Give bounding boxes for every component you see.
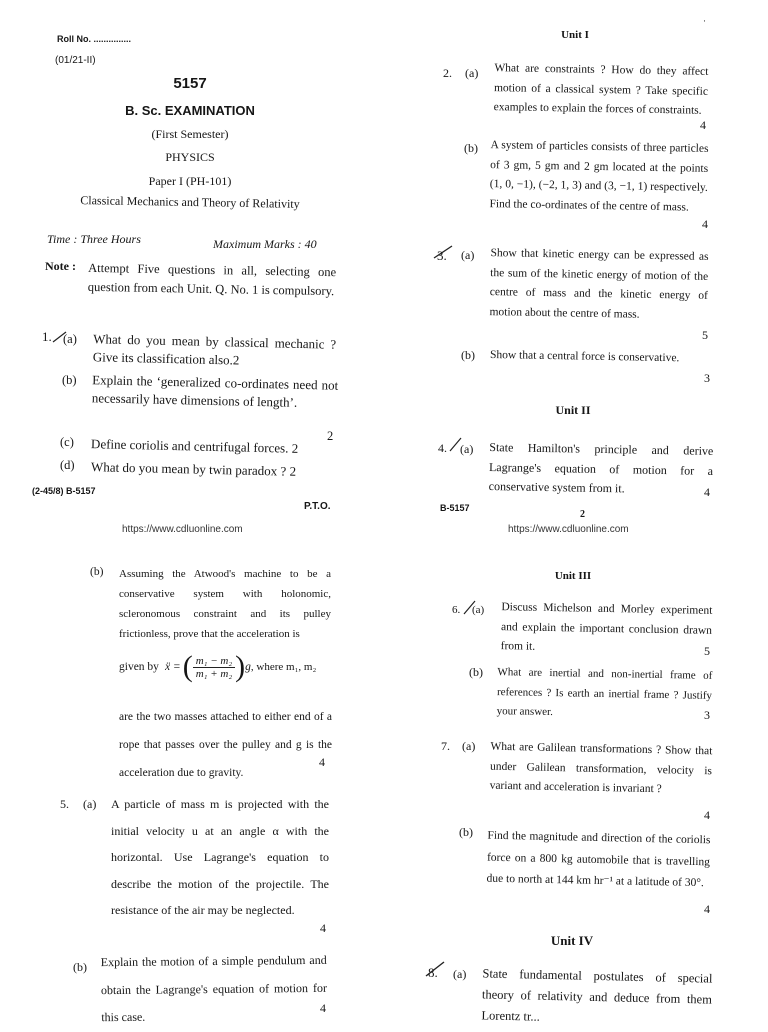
q3b-label: (b) <box>461 348 475 362</box>
q7a-marks: 4 <box>704 808 710 822</box>
q4b-marks: 4 <box>319 755 325 769</box>
formula-g: g <box>245 661 251 673</box>
q1b-label: (b) <box>62 373 77 387</box>
q3a-marks: 5 <box>702 328 708 342</box>
q4-number: 4. <box>438 441 447 455</box>
q7a-label: (a) <box>462 739 476 753</box>
note-label: Note : <box>45 259 76 273</box>
paren-close: ) <box>235 650 246 683</box>
q1a-marks: 2 <box>232 352 240 368</box>
q1c-label: (c) <box>60 435 74 449</box>
atwood-formula <box>119 652 316 682</box>
q4b-text-2: are the two masses attached to either end of a rope that passes over the pulley and g is the acceleration due to gravity. <box>119 711 332 779</box>
q6a-text: Discuss Michelson and Morley experiment and explain the important conclusion drawn from it. <box>500 601 713 653</box>
q2b-label: (b) <box>464 141 478 155</box>
pen-strike-icon <box>424 960 446 983</box>
q5b-text: Explain the motion of a simple pendulum and obtain the Lagrange's equation of motion for this case. <box>100 952 328 1025</box>
formula-lhs: ẍ = <box>164 661 181 673</box>
q1b-marks: 2 <box>327 429 334 443</box>
exam-title: B. Sc. EXAMINATION <box>125 103 255 118</box>
q3-number: 3. <box>437 248 447 263</box>
q1b-text: Explain the ‘generalized co-ordinates need not necessarily have dimensions of length’. <box>91 372 339 410</box>
unit1-title: Unit I <box>561 29 589 41</box>
q1a-label: (a) <box>63 332 77 346</box>
page2-code: B-5157 <box>440 503 470 513</box>
subject: PHYSICS <box>165 150 215 164</box>
q1a-text <box>93 330 337 372</box>
q6-number: 6. <box>452 604 461 616</box>
q3a-label: (a) <box>461 248 475 262</box>
q4a-marks: 4 <box>704 485 710 499</box>
paper-number: Paper I (PH-101) <box>148 174 232 188</box>
roll-no-label: Roll No. ............... <box>57 34 132 44</box>
page1-pto: P.T.O. <box>304 501 331 512</box>
q7b-marks: 4 <box>704 902 710 916</box>
q6b-label: (b) <box>469 665 483 679</box>
q4b-label: (b) <box>90 566 104 578</box>
q6b-text: What are inertial and non-inertial frame of references ? Is earth an inertial frame ? Justify your answer. <box>496 666 713 719</box>
time-label: Time : Three Hours <box>47 232 141 246</box>
q1-number: 1. <box>42 329 52 344</box>
fraction-denominator: m₁ + m₂ <box>195 667 233 680</box>
pen-strike-icon <box>432 244 454 265</box>
q1c-text <box>91 434 343 459</box>
course-title: Classical Mechanics and Theory of Relativity <box>80 193 300 211</box>
q4a-text: State Hamilton's principle and derive Lagrange's equation of motion for a conservative system from it. <box>488 440 714 496</box>
q1c-marks: 2 <box>291 440 299 456</box>
q3b-marks: 3 <box>704 371 710 385</box>
q1d-label: (d) <box>60 458 75 472</box>
q6a-label: (a) <box>472 604 485 616</box>
corner-dot: · <box>703 16 706 26</box>
paren-open: ( <box>182 650 193 683</box>
q2a-marks: 4 <box>700 118 706 132</box>
q1d-marks: 2 <box>289 463 297 479</box>
fraction-numerator: m₁ − m₂ <box>193 655 235 668</box>
paper-code: (01/21-II) <box>55 55 96 66</box>
q5b-marks: 4 <box>320 1001 326 1015</box>
q5a-label: (a) <box>83 797 97 811</box>
q8a-label: (a) <box>453 967 467 981</box>
given-by-text: given by <box>119 661 159 673</box>
page2-url: https://www.cdluonline.com <box>508 524 629 535</box>
q7b-label: (b) <box>459 825 473 839</box>
q6a-marks: 5 <box>704 644 710 658</box>
q3b-text: Show that a central force is conservative. <box>489 348 680 365</box>
q6b-marks: 3 <box>704 708 710 722</box>
unit3-title: Unit III <box>554 570 592 582</box>
q1d-text <box>91 457 343 482</box>
page1-url: https://www.cdluonline.com <box>122 524 243 535</box>
q1d-body: What do you mean by twin paradox ? <box>90 459 287 479</box>
q2a-text: What are constraints ? How do they affect motion of a classical system ? Take specific examples to explain the forces of constraints. <box>493 62 709 117</box>
q5a-marks: 4 <box>320 921 326 935</box>
q1c-body: Define coriolis and centrifugal forces. <box>90 436 289 456</box>
formula-where: , where m₁, m₂ <box>250 661 317 673</box>
semester: (First Semester) <box>151 127 229 141</box>
formula-fraction <box>193 655 235 680</box>
q1a-body: What do you mean by classical mechanic ? Give its classification also. <box>92 331 337 368</box>
q7-number: 7. <box>441 739 450 753</box>
q2b-text: A system of particles consists of three particles of 3 gm, 5 gm and 2 gm located at the points (1, 0, −1), (−2, 1, 3) and (3, −1, 1) respectively. Find the co-ordinates of the centre of mass. <box>489 139 709 214</box>
unit2-title: Unit II <box>555 403 591 417</box>
q3a-text: Show that kinetic energy can be expressed as the sum of the kinetic energy of motion of the centre of mass and the kinetic energy of motion about the centre of mass. <box>489 247 709 321</box>
q7b-text: Find the magnitude and direction of the coriolis force on a 800 kg automobile that is travelling due to north at 144 km hr⁻¹ at a latitude of 30°. <box>486 829 711 890</box>
q2-number: 2. <box>443 66 452 80</box>
note-text: Attempt Five questions in all, selecting one question from each Unit. Q. No. 1 is compulsory. <box>87 260 337 299</box>
q5b-label: (b) <box>73 960 87 974</box>
q5a-text: A particle of mass m is projected with the initial velocity u at an angle α with the horizontal. Use Lagrange's equation to describe the motion of the projectile. The resistance of the air may be neglected. <box>111 797 329 917</box>
exam-number: 5157 <box>173 75 207 92</box>
q8a-text: State fundamental postulates of special theory of relativity and deduce from them Lorentz tr... <box>481 966 713 1024</box>
q8-number: 8. <box>428 965 438 980</box>
page1-code: (2-45/8) B-5157 <box>32 486 96 496</box>
max-marks-label: Maximum Marks : 40 <box>213 237 317 251</box>
q2b-marks: 4 <box>702 217 708 231</box>
q2a-label: (a) <box>465 66 479 80</box>
q5-number: 5. <box>60 797 69 811</box>
unit4-title: Unit IV <box>550 933 594 948</box>
q7a-text: What are Galilean transformations ? Show that under Galilean transformation, velocity is variant and acceleration is invariant ? <box>489 740 713 796</box>
q4b-text-1: Assuming the Atwood's machine to be a conservative system with holonomic, scleronomous constraint and its pulley frictionless, prove that the acceleration is <box>119 568 331 640</box>
q4a-label: (a) <box>460 442 474 456</box>
page2-number: 2 <box>580 509 585 520</box>
